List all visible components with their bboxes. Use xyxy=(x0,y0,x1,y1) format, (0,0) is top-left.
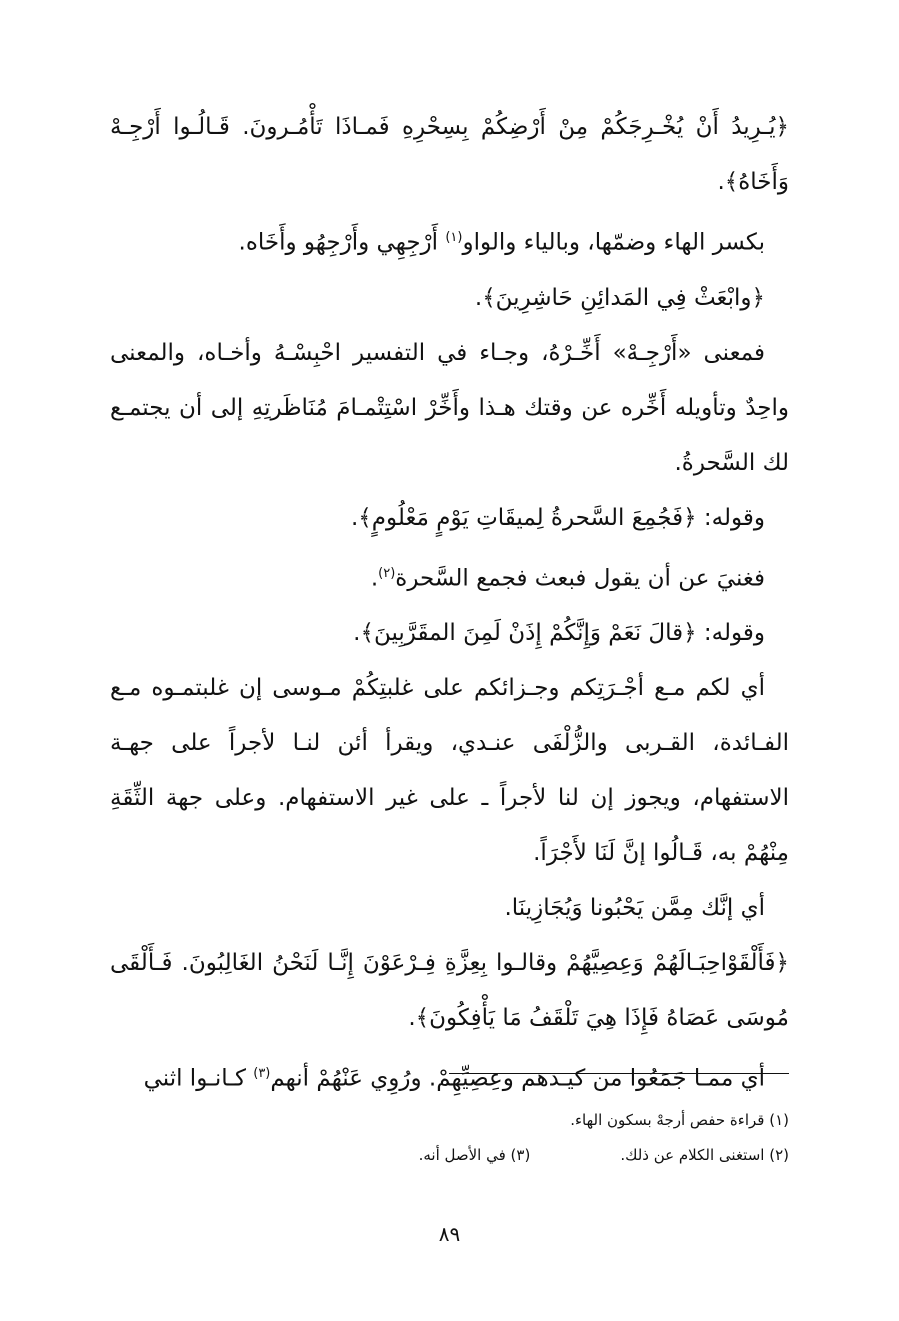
footnote-row xyxy=(110,1138,789,1173)
page-number: ٨٩ xyxy=(438,1222,461,1246)
commentary-text: . xyxy=(370,565,379,592)
quran-verse-paragraph: ﴿يُـرِيدُ أَنْ يُخْـرِجَكُمْ مِنْ أَرْضِكُمْ بِسِحْرِهِ فَمـاذَا تَأْمُـرونَ. قَـالُـوا أَرْجِـهْ وَأَخَاهُ﴾. xyxy=(110,114,789,195)
footnote-3: (٣) في الأصل أنه. xyxy=(418,1146,531,1164)
footnotes xyxy=(110,1103,789,1173)
commentary-paragraph xyxy=(110,210,789,271)
footnote-reference-3[interactable]: (٣) xyxy=(253,1066,271,1082)
commentary-paragraph: أي إنَّك مِمَّن يَحْبُونا وَيُجَازِينَا. xyxy=(504,895,765,922)
commentary-paragraph: أي لكم مـع أجْـرَتِكم وجـزائكم على غلبتِكُمْ مـوسى إن غلبتمـوه مـع الفـائدة، القـربى والزُّلْفَى عنـدي، ويقرأ أئن لنـا لأجراً على جهـة الاستفهام، ويجوز إن لنا لأجراً ـ على غير الاستفهام. وعلى جهة الثِّقَةِ مِنْهُمْ به، قَـالُوا إنَّ لَنَا لأَجْرَاً. xyxy=(110,675,789,867)
footnote-row xyxy=(110,1103,789,1138)
quran-verse-paragraph: ﴿فَأَلْقَوْاحِبَـالَهُمْ وَعِصِيَّهُمْ وقالـوا بِعِزَّةِ فِـرْعَوْنَ إِنَّـا لَنَحْنُ الغَالِبُونَ. فَـأَلْقَى مُوسَى عَصَاهُ فَإِذَا هِيَ تَلْقَفُ مَا يَأْفِكُونَ﴾. xyxy=(110,950,789,1032)
quran-verse-paragraph: ﴿وابْعَثْ فِي المَدائِنِ حَاشِرِينَ﴾. xyxy=(474,284,765,311)
commentary-text: فغنيَ عن أن يقول فبعث فجمع السَّحرة xyxy=(395,565,765,592)
footnote-divider xyxy=(449,1073,789,1074)
commentary-paragraph: وقوله: ﴿قالَ نَعَمْ وَإِنَّكُمْ إِذَنْ لَمِنَ المقَرَّبِينَ﴾. xyxy=(353,620,765,647)
footnote-reference-1[interactable]: (١) xyxy=(445,230,463,245)
commentary-paragraph xyxy=(110,1046,789,1107)
commentary-text: أي ممـا جَمَعُوا من كيـدهم وعِصِيِّهِمْ. ورُوِي عَنْهُمْ أنهم xyxy=(270,1065,765,1092)
main-text xyxy=(110,100,789,1107)
commentary-paragraph: فمعنى «أَرْجِـهْ» أَخِّـرْهُ، وجـاء في التفسير احْبِسْـهُ وأخـاه، والمعنى واحِدٌ وتأويله أَخِّره عن وقتك هـذا وأَخِّرْ اسْتِتْمـامَ مُنَاظَرتِهِ إلى أن يجتمـع لك السَّحرةُ. xyxy=(110,339,789,476)
commentary-text: أَرْجِهِي وأَرْجِهُو وأَخَاه. xyxy=(238,229,446,256)
footnote-2: (٢) استغنى الكلام عن ذلك. xyxy=(620,1146,789,1164)
commentary-paragraph: وقوله: ﴿فَجُمِعَ السَّحرةُ لِميقَاتِ يَوْمٍ مَعْلُومٍ﴾. xyxy=(351,504,765,531)
footnote-reference-2[interactable]: (٢) xyxy=(378,565,396,581)
commentary-text: كـانـوا اثني xyxy=(143,1065,254,1092)
commentary-text: بكسر الهاء وضمّها، وبالياء والواو xyxy=(462,229,765,256)
commentary-paragraph xyxy=(110,546,789,607)
footnote-1: (١) قراءة حفص أرجهْ بسكون الهاء. xyxy=(570,1111,789,1129)
